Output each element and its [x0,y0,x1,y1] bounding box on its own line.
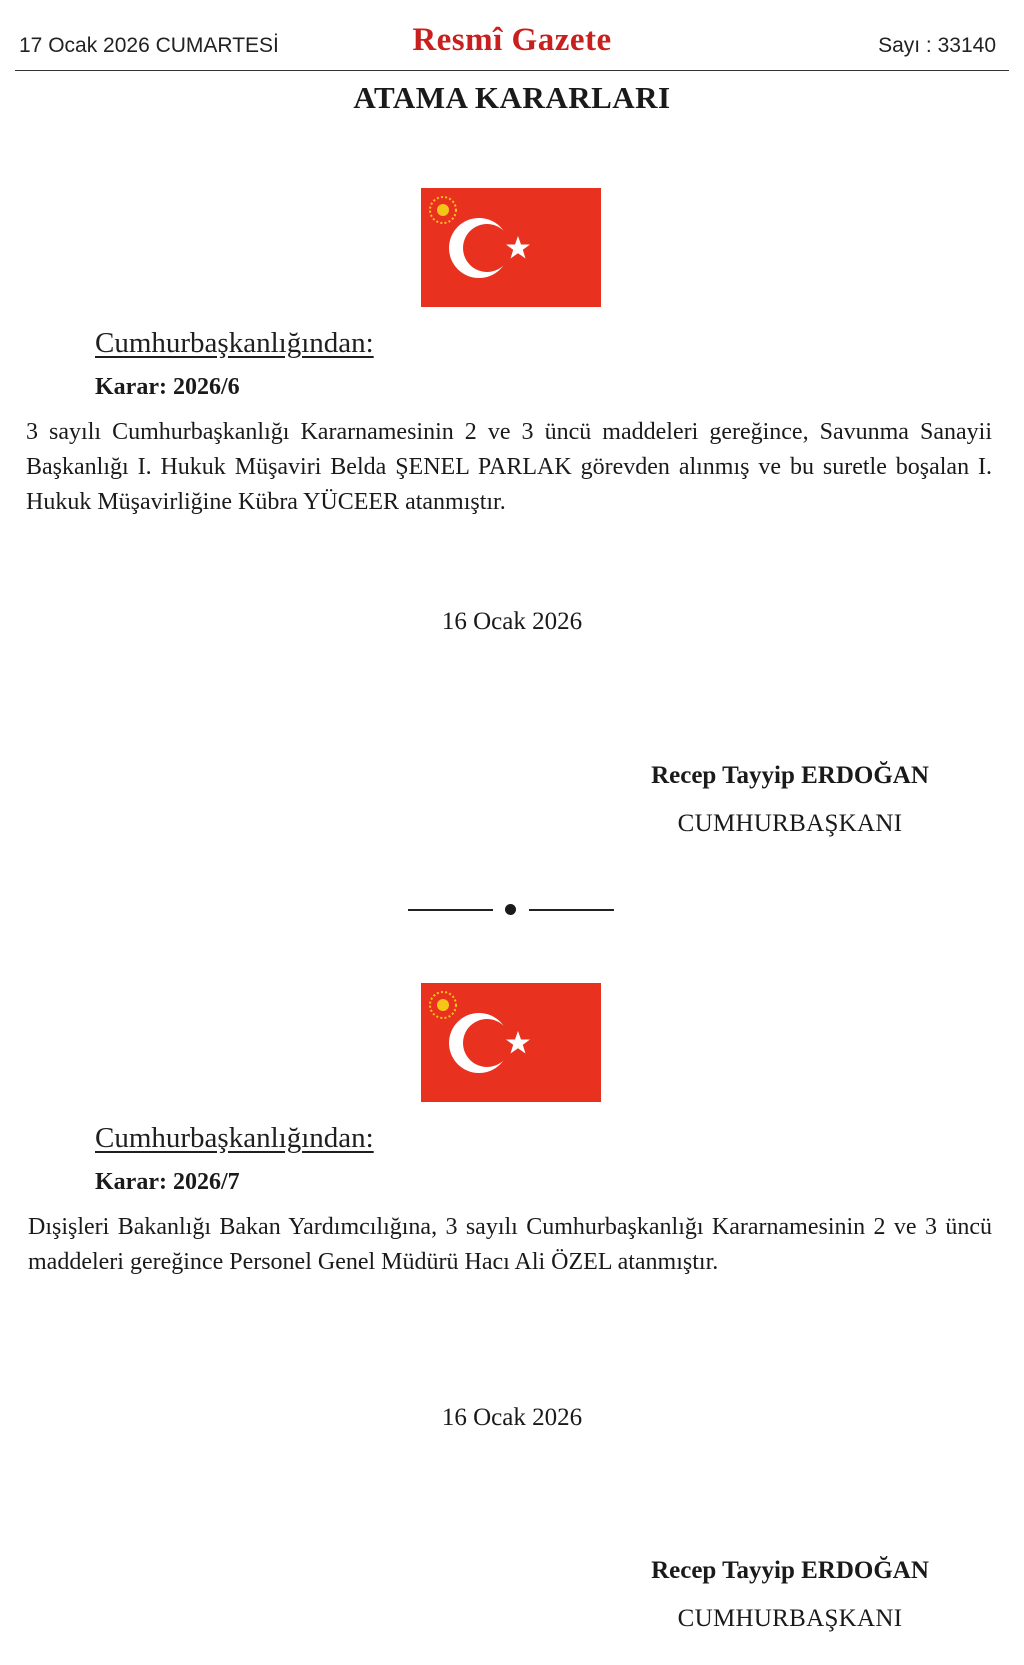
page-title: ATAMA KARARLARI [353,80,671,115]
signatory-name: Recep Tayyip ERDOĞAN [651,762,929,789]
section-separator [408,902,614,916]
separator-line-right [529,909,614,911]
authority-heading: Cumhurbaşkanlığından: [95,1122,374,1154]
signatory-title: CUMHURBAŞKANI [677,1605,903,1632]
decision-body: Dışişleri Bakanlığı Bakan Yardımcılığına, 3 sayılı Cumhurbaşkanlığı Kararnamesinin 2 ve 3 üncü maddeleri gereğince Personel Genel Müdürü Hacı Ali ÖZEL atanmıştır. [28,1214,992,1275]
decision-number: Karar: 2026/7 [95,1169,240,1195]
turkish-flag-icon [421,983,601,1102]
separator-line-left [408,909,493,911]
decision-date: 16 Ocak 2026 [441,608,583,635]
decision-body: 3 sayılı Cumhurbaşkanlığı Kararnamesinin 2 ve 3 üncü maddeleri gereğince, Savunma Sanayii Başkanlığı I. Hukuk Müşaviri Belda ŞENEL PARLAK görevden alınmış ve bu suretle boşalan I. Hukuk Müşavirliğine Kübra YÜCEER atanmıştır. [26,419,992,515]
masthead: Resmî Gazete [412,22,612,58]
signatory-name: Recep Tayyip ERDOĞAN [651,1557,929,1584]
turkish-flag-icon [421,188,601,307]
header-divider [15,70,1009,71]
header-date: 17 Ocak 2026 CUMARTESİ [19,34,279,57]
decision-number: Karar: 2026/6 [95,374,240,400]
issue-number: Sayı : 33140 [878,34,996,57]
authority-heading: Cumhurbaşkanlığından: [95,327,374,359]
separator-dot-icon [505,904,516,915]
signatory-title: CUMHURBAŞKANI [677,810,903,837]
decision-date: 16 Ocak 2026 [441,1404,583,1431]
